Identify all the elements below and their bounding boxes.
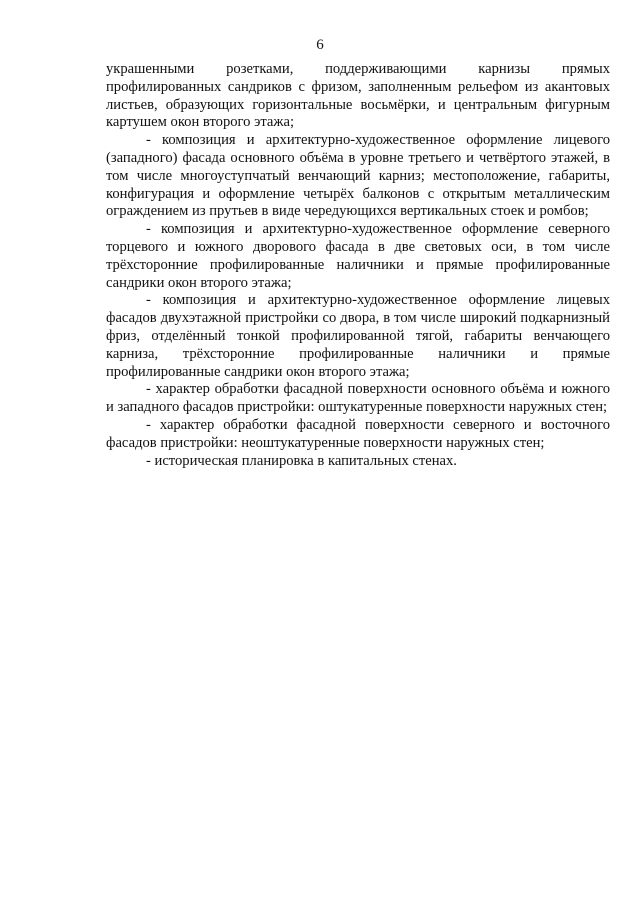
document-body — [106, 61, 610, 470]
list-item-historical-layout: - историческая планировка в капитальных стенах. — [146, 452, 457, 469]
list-item-plastered-surfaces: - характер обработки фасадной поверхности основного объёма и южного и западного фасадов пристройки: оштукатуренные поверхности наружных стен; — [106, 381, 610, 416]
page-number: 6 — [316, 37, 324, 53]
list-item-northern-southern-facades: - композиция и архитектурно-художественное оформление северного торцевого и южного дворового фасада в две световых оси, в том числе трёхсторонние профилированные наличники и прямые профилированные сандрики окон второго этажа; — [106, 221, 610, 291]
paragraph-continuation: украшенными розетками, поддерживающими карнизы прямых профилированных сандриков с фризом, заполненным рельефом из акантовых листьев, образующих горизонтальные восьмёрки, и центральным фигурным картушем окон второго этажа; — [106, 61, 610, 131]
list-item-annex-facades: - композиция и архитектурно-художественное оформление лицевых фасадов двухэтажной пристройки со двора, в том числе широкий подкарнизный фриз, отделённый тонкой профилированной тягой, габариты венчающего карниза, трёхсторонние профилированные наличники и прямые профилированные сандрики окон второго этажа; — [106, 292, 610, 380]
list-item-unplastered-surfaces: - характер обработки фасадной поверхности северного и восточного фасадов пристройки: неоштукатуренные поверхности наружных стен; — [106, 416, 610, 451]
list-item-western-facade: - композиция и архитектурно-художественное оформление лицевого (западного) фасада основного объёма в уровне третьего и четвёртого этажей, в том числе многоуступчатый венчающий карниз; местоположение, габариты, конфигурация и оформление четырёх балконов с открытым металлическим ограждением из прутьев в виде чередующихся вертикальных стоек и ромбов; — [106, 132, 610, 220]
